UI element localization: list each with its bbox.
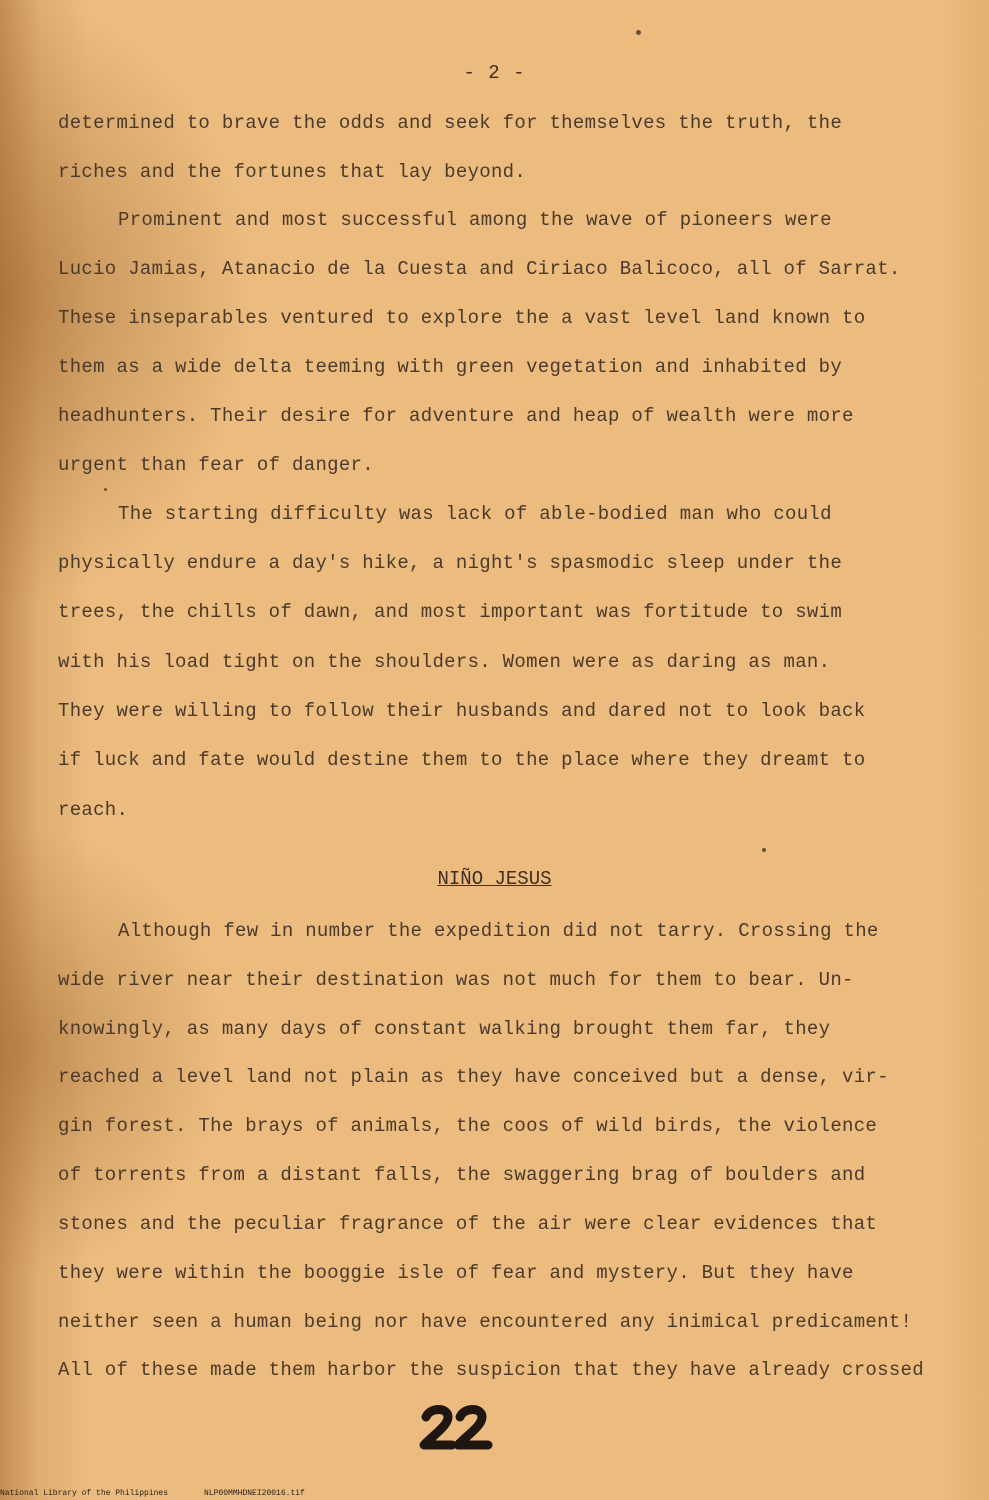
text-line: wide river near their destination was not much for them to bear. Un- <box>58 969 854 991</box>
text-line: physically endure a day's hike, a night's spasmodic sleep under the <box>58 552 843 574</box>
text-line: All of these made them harbor the suspicion that they have already crossed <box>58 1359 924 1381</box>
paper-speck <box>636 30 641 35</box>
paper-speck <box>104 488 107 491</box>
page-number: - 2 - <box>463 62 526 84</box>
text-line: gin forest. The brays of animals, the coos of wild birds, the violence <box>58 1115 878 1137</box>
section-heading: NIÑO JESUS <box>437 868 552 890</box>
text-line: of torrents from a distant falls, the swaggering brag of boulders and <box>58 1164 866 1186</box>
footer-filename: NLP00MMHDNEI20016.tif <box>204 1489 305 1498</box>
footer <box>0 1489 305 1499</box>
text-line: riches and the fortunes that lay beyond. <box>58 161 527 183</box>
footer-library: National Library of the Philippines <box>0 1489 169 1498</box>
text-line: The starting difficulty was lack of able-bodied man who could <box>118 503 832 525</box>
text-line: if luck and fate would destine them to the place where they dreamt to <box>58 749 866 771</box>
text-line: reached a level land not plain as they have conceived but a dense, vir- <box>58 1066 889 1088</box>
text-line: stones and the peculiar fragrance of the air were clear evidences that <box>58 1213 878 1235</box>
handwritten-mark <box>418 1403 494 1451</box>
text-line: neither seen a human being nor have encountered any inimical predicament! <box>58 1311 913 1333</box>
text-line: trees, the chills of dawn, and most important was fortitude to swim <box>58 601 843 623</box>
text-line: They were willing to follow their husbands and dared not to look back <box>58 700 866 722</box>
text-line: Lucio Jamias, Atanacio de la Cuesta and Ciriaco Balicoco, all of Sarrat. <box>58 258 901 280</box>
text-line: them as a wide delta teeming with green vegetation and inhabited by <box>58 356 843 378</box>
text-line: with his load tight on the shoulders. Women were as daring as man. <box>58 651 831 673</box>
text-line: knowingly, as many days of constant walking brought them far, they <box>58 1018 831 1040</box>
text-line: Although few in number the expedition did not tarry. Crossing the <box>118 920 879 942</box>
text-line: These inseparables ventured to explore the a vast level land known to <box>58 307 866 329</box>
text-line: urgent than fear of danger. <box>58 454 374 476</box>
text-line: they were within the booggie isle of fear and mystery. But they have <box>58 1262 854 1284</box>
text-line: reach. <box>58 799 129 821</box>
paper-speck <box>762 848 766 852</box>
text-line: headhunters. Their desire for adventure and heap of wealth were more <box>58 405 854 427</box>
text-line: Prominent and most successful among the wave of pioneers were <box>118 209 832 231</box>
handwritten-number-22 <box>424 1410 488 1446</box>
text-line: determined to brave the odds and seek for themselves the truth, the <box>58 112 843 134</box>
